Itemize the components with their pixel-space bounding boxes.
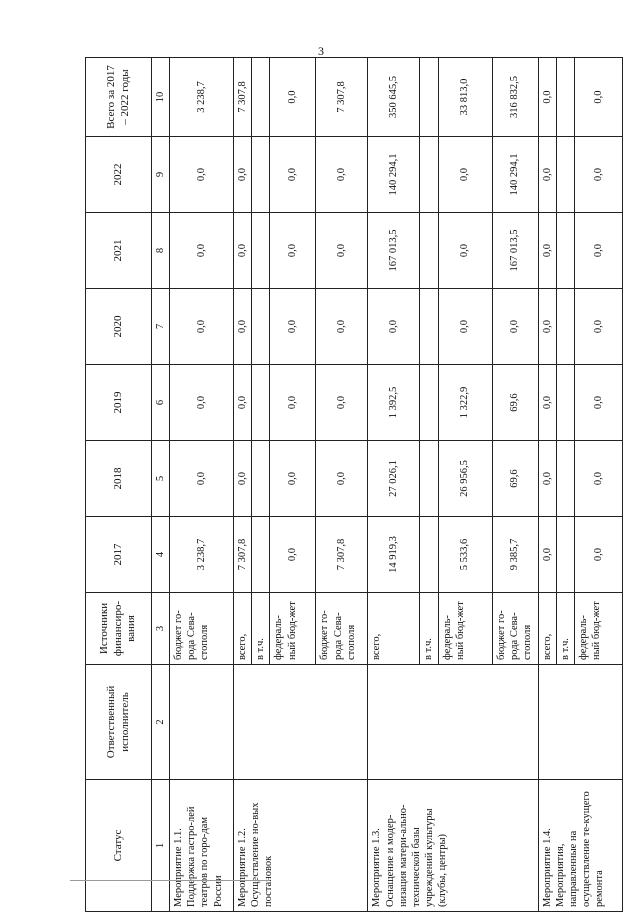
value-cell: 167 013,5 [492,213,538,289]
executor-cell [234,665,368,780]
value-cell: 69,6 [492,365,538,441]
total-cell: 7 307,8 [316,58,368,137]
value-cell: 140 294,1 [492,137,538,213]
source-cell: в т.ч. [420,593,438,665]
value-cell: 0,0 [538,137,556,213]
column-number: 2 [152,665,170,780]
status-cell: Мероприятие 1.2. Осуществление но-вых постановок [234,780,368,912]
value-cell: 0,0 [538,365,556,441]
table-row [170,58,234,912]
table-row [538,58,556,912]
executor-cell [538,665,622,780]
column-number: 9 [152,137,170,213]
value-cell: 0,0 [270,137,316,213]
header-year-2019: 2019 [86,365,152,441]
value-cell: 0,0 [234,213,252,289]
column-number: 6 [152,365,170,441]
value-cell: 27 026,1 [368,441,420,517]
value-cell: 1 392,5 [368,365,420,441]
column-number-row [152,58,170,912]
total-cell [556,58,574,137]
rotated-table-container [85,58,605,912]
value-cell [252,213,270,289]
header-executor: Ответственный исполнитель [86,665,152,780]
value-cell: 0,0 [170,289,234,365]
header-year-2020: 2020 [86,289,152,365]
value-cell: 0,0 [270,365,316,441]
value-cell [420,213,438,289]
value-cell: 9 385,7 [492,517,538,593]
value-cell: 7 307,8 [316,517,368,593]
footer-rule [70,880,270,881]
value-cell [420,289,438,365]
value-cell: 0,0 [538,213,556,289]
source-cell: федераль-ный бюд-жет [270,593,316,665]
value-cell: 14 919,3 [368,517,420,593]
header-year-2017: 2017 [86,517,152,593]
column-number: 4 [152,517,170,593]
value-cell: 0,0 [316,137,368,213]
value-cell: 0,0 [368,289,420,365]
header-source: Источники финансиро-вания [86,593,152,665]
source-cell: федераль-ный бюд-жет [574,593,622,665]
header-year-2021: 2021 [86,213,152,289]
value-cell: 0,0 [170,441,234,517]
value-cell [420,441,438,517]
column-number: 5 [152,441,170,517]
value-cell: 26 956,5 [438,441,492,517]
value-cell: 0,0 [574,137,622,213]
value-cell [556,365,574,441]
column-number: 7 [152,289,170,365]
table-row [234,58,252,912]
total-cell: 7 307,8 [234,58,252,137]
value-cell: 0,0 [316,213,368,289]
value-cell: 0,0 [234,137,252,213]
value-cell: 0,0 [316,365,368,441]
column-number: 1 [152,780,170,912]
value-cell [252,365,270,441]
value-cell: 3 238,7 [170,517,234,593]
value-cell [420,137,438,213]
value-cell: 0,0 [574,365,622,441]
value-cell: 5 533,6 [438,517,492,593]
value-cell: 0,0 [538,441,556,517]
value-cell: 7 307,8 [234,517,252,593]
total-cell: 316 832,5 [492,58,538,137]
value-cell [252,289,270,365]
source-cell: в т.ч. [252,593,270,665]
total-cell: 33 813,0 [438,58,492,137]
value-cell: 0,0 [270,213,316,289]
value-cell [556,289,574,365]
value-cell: 0,0 [574,213,622,289]
value-cell: 0,0 [538,517,556,593]
value-cell: 0,0 [270,517,316,593]
total-cell: 3 238,7 [170,58,234,137]
status-cell: Мероприятие 1.4. Мероприятия, направленные на осуществление те-кущего ремонта [538,780,622,912]
source-cell: всего, [538,593,556,665]
financing-table [85,57,623,912]
status-cell: Мероприятие 1.3. Оснащение и модер-низация матери-ально-технической базы учреждений культуры (клубы, центры) [368,780,538,912]
header-status: Статус [86,780,152,912]
total-cell: 0,0 [574,58,622,137]
table-row [368,58,420,912]
value-cell: 69,6 [492,441,538,517]
value-cell: 0,0 [316,289,368,365]
value-cell: 0,0 [270,289,316,365]
value-cell [556,213,574,289]
value-cell: 0,0 [170,365,234,441]
value-cell: 167 013,5 [368,213,420,289]
column-number: 10 [152,58,170,137]
value-cell [420,517,438,593]
column-number: 3 [152,593,170,665]
source-cell: в т.ч. [556,593,574,665]
value-cell: 140 294,1 [368,137,420,213]
value-cell: 0,0 [492,289,538,365]
source-cell: всего, [234,593,252,665]
status-cell: Мероприятие 1.1. Поддержка гастро-лей театров по горо-дам России [170,780,234,912]
value-cell [420,365,438,441]
value-cell: 0,0 [316,441,368,517]
value-cell: 0,0 [170,213,234,289]
executor-cell [170,665,234,780]
value-cell: 0,0 [170,137,234,213]
value-cell: 0,0 [438,289,492,365]
total-cell [252,58,270,137]
value-cell [252,137,270,213]
value-cell: 0,0 [234,365,252,441]
executor-cell [368,665,538,780]
value-cell [252,441,270,517]
source-cell: бюджет го-рода Сева-стополя [316,593,368,665]
value-cell [556,517,574,593]
value-cell: 0,0 [574,289,622,365]
value-cell: 0,0 [270,441,316,517]
value-cell [556,137,574,213]
total-cell: 0,0 [270,58,316,137]
value-cell: 0,0 [438,137,492,213]
page-number: 3 [318,44,324,58]
value-cell: 1 322,9 [438,365,492,441]
header-total: Всего за 2017 – 2022 годы [86,58,152,137]
source-cell: всего, [368,593,420,665]
value-cell: 0,0 [234,441,252,517]
value-cell: 0,0 [574,441,622,517]
source-cell: бюджет го-рода Сева-стополя [492,593,538,665]
value-cell: 0,0 [438,213,492,289]
value-cell: 0,0 [234,289,252,365]
column-number: 8 [152,213,170,289]
header-year-2018: 2018 [86,441,152,517]
source-cell: федераль-ный бюд-жет [438,593,492,665]
header-year-2022: 2022 [86,137,152,213]
value-cell: 0,0 [538,289,556,365]
total-cell: 350 645,5 [368,58,420,137]
value-cell [556,441,574,517]
value-cell: 0,0 [574,517,622,593]
total-cell [420,58,438,137]
total-cell: 0,0 [538,58,556,137]
value-cell [252,517,270,593]
source-cell: бюджет го-рода Сева-стополя [170,593,234,665]
